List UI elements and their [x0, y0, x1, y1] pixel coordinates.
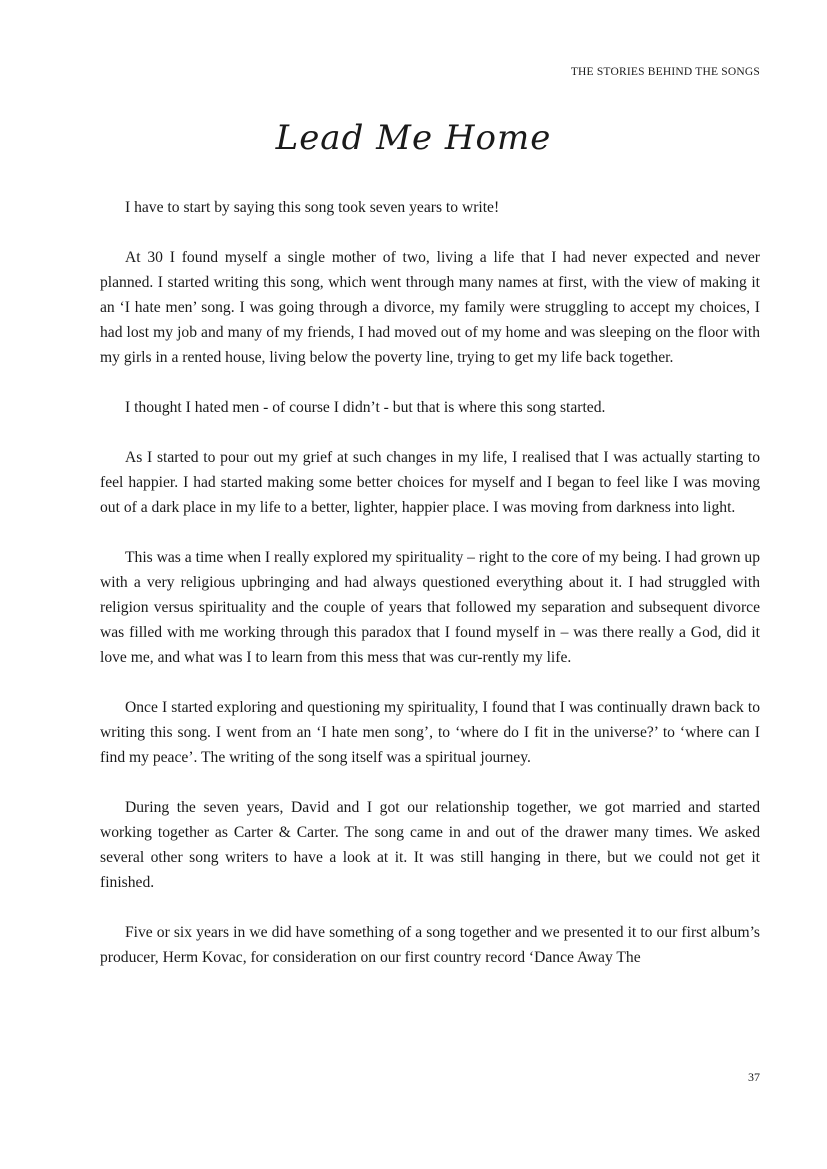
- running-header: THE STORIES BEHIND THE SONGS: [570, 66, 760, 78]
- paragraph: I have to start by saying this song took seven years to write!: [125, 199, 500, 216]
- body-text: [100, 195, 760, 995]
- paragraph: Once I started exploring and questioning my spirituality, I found that I was continually drawn back to writing this song. I went from an ‘I hate men song’, to ‘where do I fit in the universe?’ to ‘where can I find my peace’. The writing of the song itself was a spiritual journey.: [100, 699, 760, 766]
- paragraph: As I started to pour out my grief at such changes in my life, I realised that I was actually starting to feel happier. I had started making some better choices for myself and I began to feel like I was moving out of a dark place in my life to a better, lighter, happier place. I was moving from darkness into light.: [100, 449, 760, 516]
- chapter-title: Lead Me Home: [275, 118, 552, 158]
- paragraph: During the seven years, David and I got our relationship together, we got married and started working together as Carter & Carter. The song came in and out of the drawer many times. We asked several other song writers to have a look at it. It was still hanging in there, but we could not get it finished.: [100, 799, 760, 891]
- paragraph: I thought I hated men - of course I didn’t - but that is where this song started.: [125, 399, 606, 416]
- page-number: 37: [748, 1070, 760, 1084]
- paragraph: At 30 I found myself a single mother of two, living a life that I had never expected and never planned. I started writing this song, which went through many names at first, with the view of making it an ‘I hate men’ song. I was going through a divorce, my family were struggling to accept my choices, I had lost my job and many of my friends, I had moved out of my home and was sleeping on the floor with my girls in a rented house, living below the poverty line, trying to get my life back together.: [100, 249, 760, 366]
- paragraph: Five or six years in we did have something of a song together and we presented it to our first album’s producer, Herm Kovac, for consideration on our first country record ‘Dance Away The: [100, 924, 760, 966]
- paragraph: This was a time when I really explored my spirituality – right to the core of my being. I had grown up with a very religious upbringing and had always questioned everything about it. I had struggled with religion versus spirituality and the couple of years that followed my separation and subsequent divorce was filled with me working through this paradox that I found myself in – was there really a God, did it love me, and what was I to learn from this mess that was cur-rently my life.: [100, 549, 760, 666]
